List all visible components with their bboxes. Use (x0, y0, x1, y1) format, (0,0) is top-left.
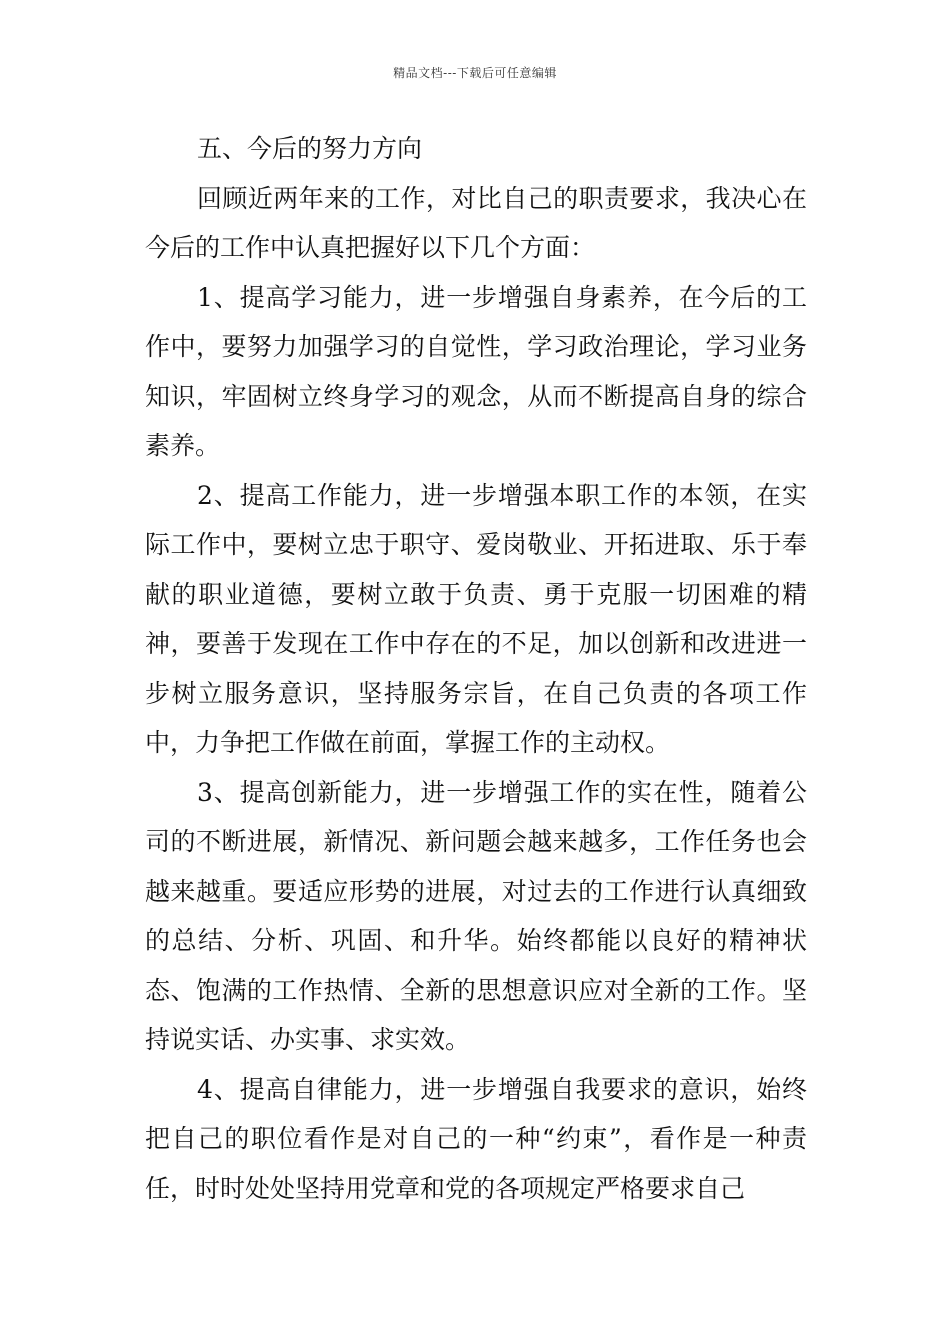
paragraph-work-ability: 2、提高工作能力，进一步增强本职工作的本领，在实际工作中，要树立忠于职守、爱岗敬业、开拓进取、乐于奉献的职业道德，要树立敢于负责、勇于克服一切困难的精神，要善于发现在工作中存在的不足，加以创新和改进进一步树立服务意识，坚持服务宗旨，在自己负责的各项工作中，力争把工作做在前面，掌握工作的主动权。 (145, 480, 807, 757)
section-heading: 五、今后的努力方向 (197, 134, 423, 163)
paragraph-self-discipline: 4、提高自律能力，进一步增强自我要求的意识，始终把自己的职位看作是对自己的一种“约束”，看作是一种责任，时时处处坚持用党章和党的各项规定严格要求自己 (145, 1074, 807, 1203)
intro-paragraph: 回顾近两年来的工作，对比自己的职责要求，我决心在今后的工作中认真把握好以下几个方面： (145, 183, 807, 262)
paragraph-learning: 1、提高学习能力，进一步增强自身素养，在今后的工作中，要努力加强学习的自觉性，学习政治理论，学习业务知识，牢固树立终身学习的观念，从而不断提高自身的综合素养。 (145, 282, 807, 460)
document-body (145, 124, 807, 1213)
page-header: 精品文档---下载后可任意编辑 (393, 66, 557, 80)
paragraph-innovation: 3、提高创新能力，进一步增强工作的实在性，随着公司的不断进展，新情况、新问题会越来越多，工作任务也会越来越重。要适应形势的进展，对过去的工作进行认真细致的总结、分析、巩固、和升华。始终都能以良好的精神状态、饱满的工作热情、全新的思想意识应对全新的工作。坚持说实话、办实事、求实效。 (145, 777, 807, 1054)
